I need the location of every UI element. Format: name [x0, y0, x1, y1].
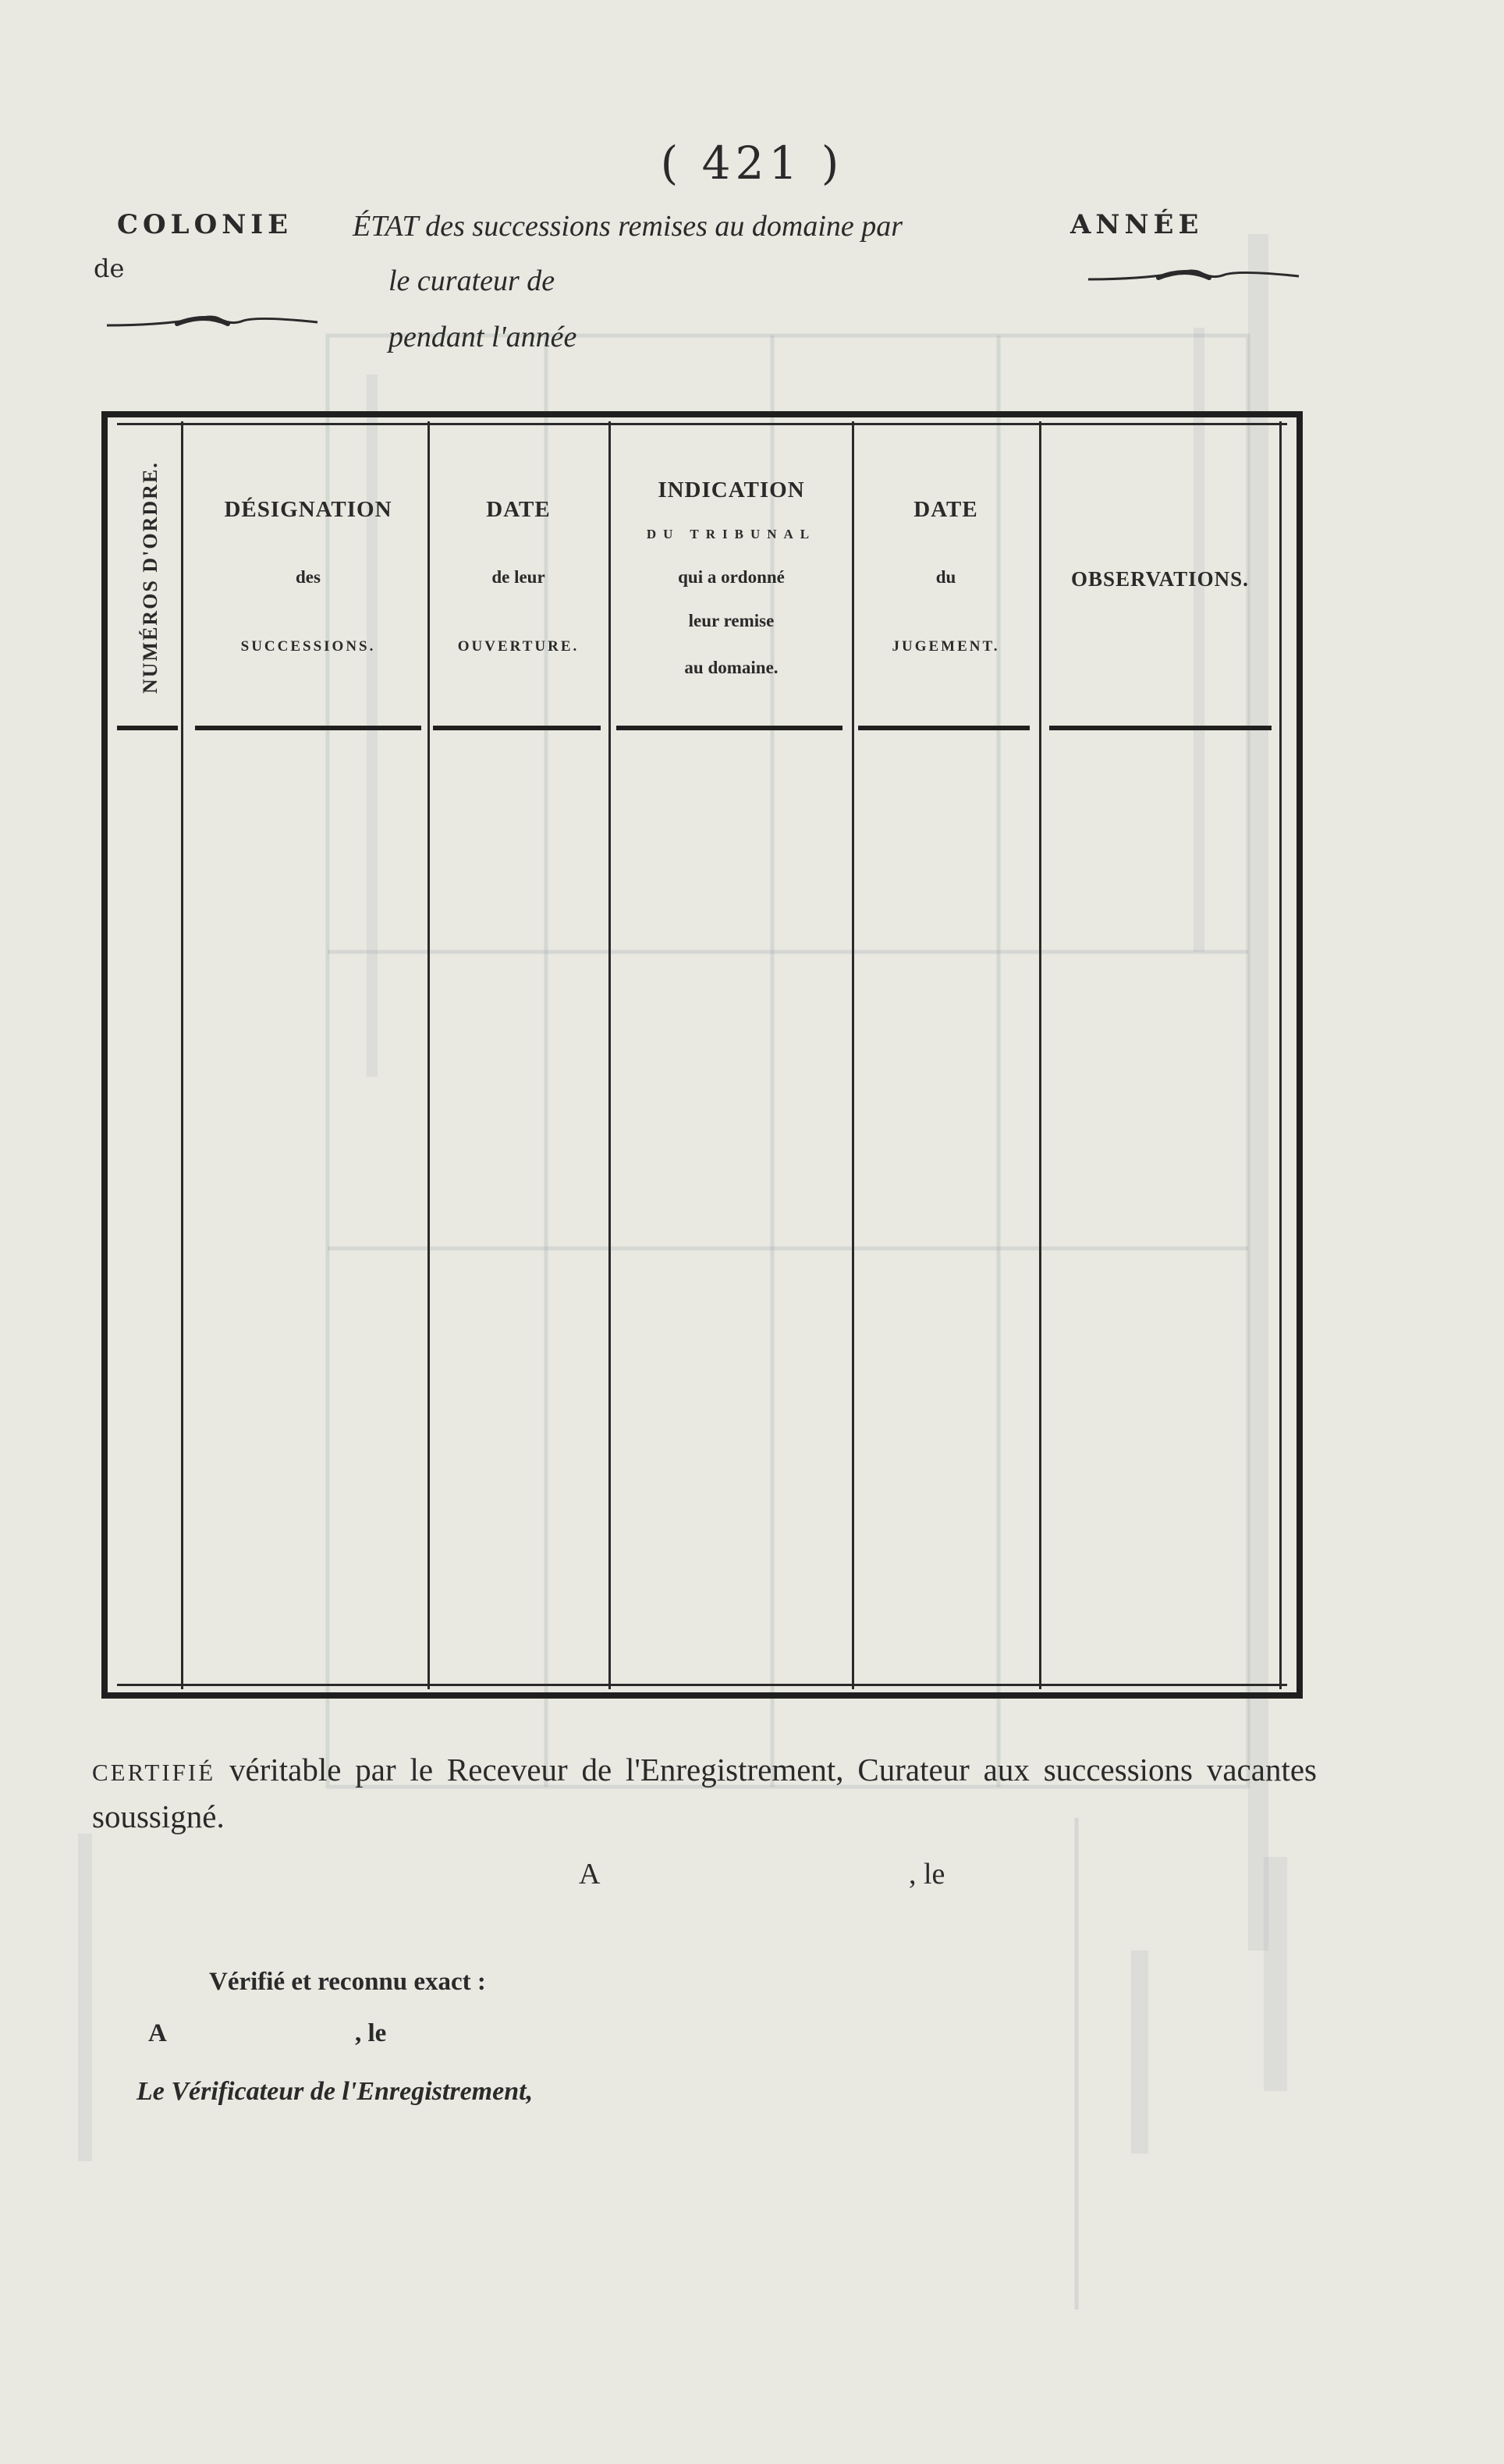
- header-rule: [117, 726, 178, 730]
- column-header-indication-line4: leur remise: [688, 611, 775, 630]
- certification-first-word: CERTIFIÉ: [92, 1759, 216, 1786]
- column-header-indication-line5: au domaine.: [684, 658, 779, 677]
- column-header-date-ouverture-sub: de leur: [491, 567, 545, 587]
- title-line-1: ÉTAT des successions remises au domaine par: [353, 210, 903, 243]
- page-number: ( 421 ): [660, 137, 844, 190]
- colonie-label: COLONIE: [117, 209, 293, 240]
- column-divider: [852, 421, 854, 1689]
- table-inner-bottom-rule: [117, 1684, 1287, 1686]
- verification-line: Vérifié et reconnu exact :: [209, 1968, 486, 1996]
- header-rule: [433, 726, 601, 730]
- title-line-3: pendant l'année: [388, 321, 577, 353]
- column-header-observations: OBSERVATIONS.: [1071, 567, 1249, 591]
- header-rule: [616, 726, 842, 730]
- header-rule: [1049, 726, 1272, 730]
- column-divider: [608, 421, 611, 1689]
- column-header-date-ouverture-caps: OUVERTURE.: [457, 638, 580, 655]
- right-swash-ornament: [1084, 264, 1303, 295]
- certification-text: [92, 1748, 1317, 1838]
- certification-body: véritable par le Receveur de l'Enregistrement, Curateur aux successions vacantes soussigné.: [92, 1752, 1317, 1834]
- column-header-indication-tribunal: DU TRIBUNAL: [646, 527, 817, 541]
- column-header-indication: INDICATION: [658, 478, 805, 502]
- colonie-de-label: de: [94, 254, 125, 283]
- column-header-numeros: NUMÉROS D'ORDRE.: [139, 461, 161, 694]
- verification-place-le: , le: [355, 2019, 387, 2047]
- column-divider: [427, 421, 430, 1689]
- certification-place-le: , le: [909, 1858, 945, 1891]
- verification-place-a: A: [148, 2019, 167, 2047]
- column-header-designation-sub: des: [296, 567, 321, 587]
- column-header-date-jugement-sub: du: [935, 567, 956, 587]
- column-header-indication-line3: qui a ordonné: [678, 567, 785, 587]
- column-header-designation: DÉSIGNATION: [224, 497, 392, 522]
- column-header-date-jugement: DATE: [913, 497, 978, 522]
- column-header-date-ouverture: DATE: [486, 497, 551, 522]
- column-header-designation-caps: SUCCESSIONS.: [240, 638, 376, 655]
- left-swash-ornament: [103, 308, 321, 339]
- verificateur-signatory: Le Vérificateur de l'Enregistrement,: [137, 2077, 534, 2106]
- column-header-date-jugement-caps: JUGEMENT.: [892, 638, 1000, 655]
- header-rule: [195, 726, 421, 730]
- succession-table: [101, 411, 1303, 1699]
- column-divider: [181, 421, 183, 1689]
- column-divider: [1039, 421, 1041, 1689]
- table-inner-top-rule: [117, 423, 1287, 425]
- annee-label: ANNÉE: [1070, 209, 1204, 240]
- header-rule: [858, 726, 1030, 730]
- title-line-2: le curateur de: [388, 265, 555, 297]
- column-divider: [1279, 421, 1282, 1689]
- certification-place-a: A: [579, 1858, 601, 1891]
